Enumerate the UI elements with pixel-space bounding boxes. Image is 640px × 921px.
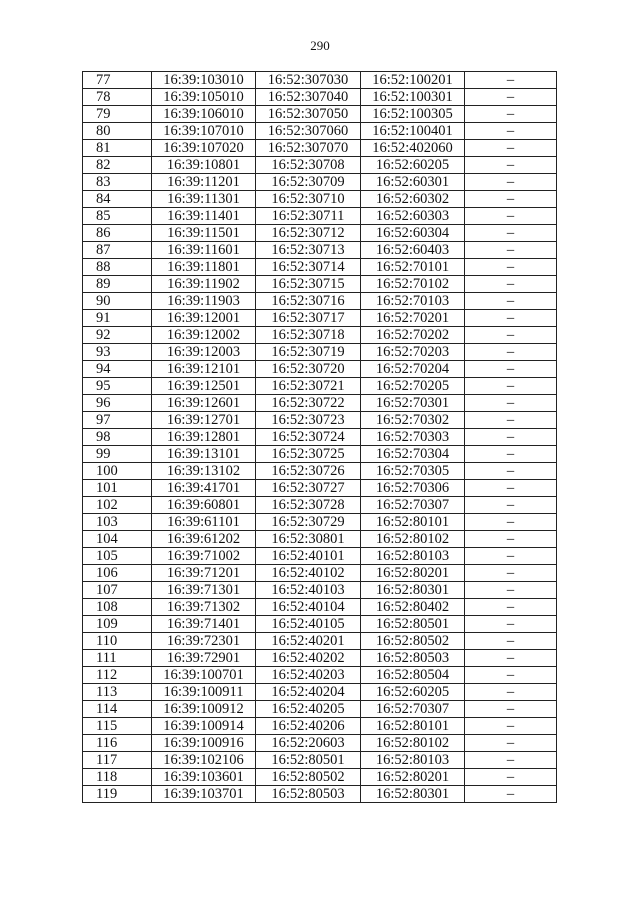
code-52-a-cell: 16:52:40201 [256, 633, 361, 650]
code-52-b-cell: 16:52:80301 [361, 786, 465, 803]
dash-cell: – [465, 123, 557, 140]
table-row [83, 514, 557, 531]
row-number-cell: 92 [83, 327, 152, 344]
row-number-cell: 112 [83, 667, 152, 684]
code-39-cell: 16:39:11501 [152, 225, 256, 242]
code-39-cell: 16:39:12101 [152, 361, 256, 378]
row-number-cell: 113 [83, 684, 152, 701]
code-52-b-cell: 16:52:80103 [361, 548, 465, 565]
row-number-cell: 97 [83, 412, 152, 429]
row-number-cell: 83 [83, 174, 152, 191]
code-39-cell: 16:39:13101 [152, 446, 256, 463]
code-52-b-cell: 16:52:60301 [361, 174, 465, 191]
dash-cell: – [465, 446, 557, 463]
code-39-cell: 16:39:41701 [152, 480, 256, 497]
code-52-a-cell: 16:52:30727 [256, 480, 361, 497]
code-39-cell: 16:39:105010 [152, 89, 256, 106]
dash-cell: – [465, 429, 557, 446]
code-52-b-cell: 16:52:80402 [361, 599, 465, 616]
table-row [83, 395, 557, 412]
code-52-b-cell: 16:52:70301 [361, 395, 465, 412]
dash-cell: – [465, 378, 557, 395]
dash-cell: – [465, 480, 557, 497]
row-number-cell: 109 [83, 616, 152, 633]
dash-cell: – [465, 344, 557, 361]
code-39-cell: 16:39:11401 [152, 208, 256, 225]
code-52-a-cell: 16:52:30711 [256, 208, 361, 225]
table-row [83, 276, 557, 293]
code-52-b-cell: 16:52:80502 [361, 633, 465, 650]
code-52-a-cell: 16:52:30708 [256, 157, 361, 174]
code-52-b-cell: 16:52:100305 [361, 106, 465, 123]
code-52-b-cell: 16:52:70204 [361, 361, 465, 378]
row-number-cell: 90 [83, 293, 152, 310]
table-row [83, 531, 557, 548]
code-39-cell: 16:39:103010 [152, 72, 256, 89]
code-52-b-cell: 16:52:70304 [361, 446, 465, 463]
code-52-b-cell: 16:52:80201 [361, 565, 465, 582]
dash-cell: – [465, 582, 557, 599]
row-number-cell: 81 [83, 140, 152, 157]
row-number-cell: 103 [83, 514, 152, 531]
table-row [83, 582, 557, 599]
code-39-cell: 16:39:11301 [152, 191, 256, 208]
row-number-cell: 85 [83, 208, 152, 225]
code-52-a-cell: 16:52:30716 [256, 293, 361, 310]
code-39-cell: 16:39:107010 [152, 123, 256, 140]
row-number-cell: 77 [83, 72, 152, 89]
table-row [83, 463, 557, 480]
code-39-cell: 16:39:100916 [152, 735, 256, 752]
code-52-b-cell: 16:52:70306 [361, 480, 465, 497]
code-39-cell: 16:39:71301 [152, 582, 256, 599]
dash-cell: – [465, 786, 557, 803]
table-row [83, 225, 557, 242]
dash-cell: – [465, 276, 557, 293]
page-number: 290 [310, 38, 330, 53]
dash-cell: – [465, 497, 557, 514]
dash-cell: – [465, 327, 557, 344]
code-39-cell: 16:39:12001 [152, 310, 256, 327]
table-row [83, 786, 557, 803]
table-row [83, 752, 557, 769]
code-39-cell: 16:39:13102 [152, 463, 256, 480]
code-52-b-cell: 16:52:80102 [361, 735, 465, 752]
code-52-a-cell: 16:52:30719 [256, 344, 361, 361]
code-52-a-cell: 16:52:30717 [256, 310, 361, 327]
code-39-cell: 16:39:61202 [152, 531, 256, 548]
table-row [83, 191, 557, 208]
table-row [83, 259, 557, 276]
table-row [83, 344, 557, 361]
table-row [83, 633, 557, 650]
dash-cell: – [465, 310, 557, 327]
code-52-b-cell: 16:52:70202 [361, 327, 465, 344]
row-number-cell: 104 [83, 531, 152, 548]
code-39-cell: 16:39:100912 [152, 701, 256, 718]
code-52-b-cell: 16:52:60403 [361, 242, 465, 259]
code-52-a-cell: 16:52:40203 [256, 667, 361, 684]
row-number-cell: 108 [83, 599, 152, 616]
code-52-a-cell: 16:52:30728 [256, 497, 361, 514]
row-number-cell: 101 [83, 480, 152, 497]
code-52-b-cell: 16:52:70307 [361, 701, 465, 718]
dash-cell: – [465, 514, 557, 531]
dash-cell: – [465, 531, 557, 548]
code-52-b-cell: 16:52:70103 [361, 293, 465, 310]
code-52-b-cell: 16:52:70302 [361, 412, 465, 429]
code-52-a-cell: 16:52:40205 [256, 701, 361, 718]
dash-cell: – [465, 225, 557, 242]
code-39-cell: 16:39:12801 [152, 429, 256, 446]
table-row [83, 106, 557, 123]
row-number-cell: 116 [83, 735, 152, 752]
code-39-cell: 16:39:100701 [152, 667, 256, 684]
code-52-b-cell: 16:52:70303 [361, 429, 465, 446]
code-52-a-cell: 16:52:30726 [256, 463, 361, 480]
table-row [83, 701, 557, 718]
dash-cell: – [465, 565, 557, 582]
code-39-cell: 16:39:100914 [152, 718, 256, 735]
table-row [83, 446, 557, 463]
code-52-a-cell: 16:52:307040 [256, 89, 361, 106]
dash-cell: – [465, 718, 557, 735]
dash-cell: – [465, 293, 557, 310]
code-52-b-cell: 16:52:80101 [361, 718, 465, 735]
table-row [83, 310, 557, 327]
row-number-cell: 107 [83, 582, 152, 599]
code-52-a-cell: 16:52:30710 [256, 191, 361, 208]
table-row [83, 361, 557, 378]
code-39-cell: 16:39:12002 [152, 327, 256, 344]
code-52-a-cell: 16:52:30714 [256, 259, 361, 276]
code-52-a-cell: 16:52:307060 [256, 123, 361, 140]
code-52-a-cell: 16:52:307050 [256, 106, 361, 123]
code-52-b-cell: 16:52:100301 [361, 89, 465, 106]
code-52-b-cell: 16:52:60304 [361, 225, 465, 242]
row-number-cell: 119 [83, 786, 152, 803]
dash-cell: – [465, 650, 557, 667]
table-row [83, 480, 557, 497]
table-row [83, 497, 557, 514]
table-row [83, 769, 557, 786]
code-39-cell: 16:39:11601 [152, 242, 256, 259]
code-52-a-cell: 16:52:30729 [256, 514, 361, 531]
code-52-a-cell: 16:52:40206 [256, 718, 361, 735]
code-52-b-cell: 16:52:80102 [361, 531, 465, 548]
table-row [83, 157, 557, 174]
code-52-a-cell: 16:52:40103 [256, 582, 361, 599]
table-row [83, 242, 557, 259]
row-number-cell: 93 [83, 344, 152, 361]
code-52-a-cell: 16:52:30801 [256, 531, 361, 548]
code-39-cell: 16:39:72301 [152, 633, 256, 650]
table-row [83, 378, 557, 395]
code-52-a-cell: 16:52:40104 [256, 599, 361, 616]
table-row [83, 650, 557, 667]
dash-cell: – [465, 242, 557, 259]
row-number-cell: 105 [83, 548, 152, 565]
code-52-b-cell: 16:52:80101 [361, 514, 465, 531]
table-row [83, 565, 557, 582]
table-row [83, 208, 557, 225]
dash-cell: – [465, 463, 557, 480]
code-52-a-cell: 16:52:30720 [256, 361, 361, 378]
code-52-b-cell: 16:52:70201 [361, 310, 465, 327]
code-39-cell: 16:39:71002 [152, 548, 256, 565]
code-52-a-cell: 16:52:30722 [256, 395, 361, 412]
table-row [83, 718, 557, 735]
code-52-a-cell: 16:52:40105 [256, 616, 361, 633]
data-table [82, 71, 557, 803]
row-number-cell: 117 [83, 752, 152, 769]
code-39-cell: 16:39:11902 [152, 276, 256, 293]
code-52-a-cell: 16:52:40102 [256, 565, 361, 582]
row-number-cell: 94 [83, 361, 152, 378]
code-52-b-cell: 16:52:402060 [361, 140, 465, 157]
code-52-b-cell: 16:52:80201 [361, 769, 465, 786]
code-52-a-cell: 16:52:30723 [256, 412, 361, 429]
code-52-b-cell: 16:52:80501 [361, 616, 465, 633]
code-39-cell: 16:39:61101 [152, 514, 256, 531]
code-52-b-cell: 16:52:80301 [361, 582, 465, 599]
code-39-cell: 16:39:12003 [152, 344, 256, 361]
row-number-cell: 95 [83, 378, 152, 395]
row-number-cell: 78 [83, 89, 152, 106]
dash-cell: – [465, 735, 557, 752]
code-52-a-cell: 16:52:307030 [256, 72, 361, 89]
row-number-cell: 88 [83, 259, 152, 276]
code-39-cell: 16:39:11201 [152, 174, 256, 191]
table-row [83, 123, 557, 140]
table-row [83, 412, 557, 429]
code-52-b-cell: 16:52:60303 [361, 208, 465, 225]
dash-cell: – [465, 684, 557, 701]
code-52-a-cell: 16:52:80501 [256, 752, 361, 769]
table-body [83, 72, 557, 803]
table-row [83, 293, 557, 310]
row-number-cell: 100 [83, 463, 152, 480]
table-row [83, 174, 557, 191]
code-52-b-cell: 16:52:70102 [361, 276, 465, 293]
code-52-a-cell: 16:52:30724 [256, 429, 361, 446]
dash-cell: – [465, 412, 557, 429]
code-52-a-cell: 16:52:30725 [256, 446, 361, 463]
row-number-cell: 115 [83, 718, 152, 735]
code-39-cell: 16:39:71201 [152, 565, 256, 582]
row-number-cell: 110 [83, 633, 152, 650]
code-52-b-cell: 16:52:70203 [361, 344, 465, 361]
dash-cell: – [465, 752, 557, 769]
code-39-cell: 16:39:11903 [152, 293, 256, 310]
code-52-b-cell: 16:52:80503 [361, 650, 465, 667]
code-52-b-cell: 16:52:80504 [361, 667, 465, 684]
table-row [83, 89, 557, 106]
dash-cell: – [465, 633, 557, 650]
table-row [83, 548, 557, 565]
row-number-cell: 89 [83, 276, 152, 293]
code-52-b-cell: 16:52:70307 [361, 497, 465, 514]
row-number-cell: 102 [83, 497, 152, 514]
table-row [83, 429, 557, 446]
code-52-b-cell: 16:52:60205 [361, 684, 465, 701]
row-number-cell: 79 [83, 106, 152, 123]
table-row [83, 599, 557, 616]
code-39-cell: 16:39:102106 [152, 752, 256, 769]
dash-cell: – [465, 72, 557, 89]
row-number-cell: 80 [83, 123, 152, 140]
dash-cell: – [465, 208, 557, 225]
dash-cell: – [465, 140, 557, 157]
dash-cell: – [465, 191, 557, 208]
code-52-a-cell: 16:52:40202 [256, 650, 361, 667]
row-number-cell: 118 [83, 769, 152, 786]
code-52-a-cell: 16:52:40101 [256, 548, 361, 565]
dash-cell: – [465, 701, 557, 718]
dash-cell: – [465, 769, 557, 786]
dash-cell: – [465, 89, 557, 106]
table-row [83, 684, 557, 701]
code-52-a-cell: 16:52:30713 [256, 242, 361, 259]
row-number-cell: 96 [83, 395, 152, 412]
code-52-a-cell: 16:52:30718 [256, 327, 361, 344]
dash-cell: – [465, 395, 557, 412]
code-39-cell: 16:39:100911 [152, 684, 256, 701]
row-number-cell: 84 [83, 191, 152, 208]
code-52-b-cell: 16:52:100401 [361, 123, 465, 140]
code-52-a-cell: 16:52:20603 [256, 735, 361, 752]
code-52-b-cell: 16:52:60302 [361, 191, 465, 208]
dash-cell: – [465, 667, 557, 684]
code-52-b-cell: 16:52:60205 [361, 157, 465, 174]
dash-cell: – [465, 548, 557, 565]
dash-cell: – [465, 361, 557, 378]
code-39-cell: 16:39:103701 [152, 786, 256, 803]
code-39-cell: 16:39:10801 [152, 157, 256, 174]
code-39-cell: 16:39:103601 [152, 769, 256, 786]
code-52-b-cell: 16:52:100201 [361, 72, 465, 89]
table-row [83, 327, 557, 344]
dash-cell: – [465, 259, 557, 276]
code-52-a-cell: 16:52:30715 [256, 276, 361, 293]
dash-cell: – [465, 106, 557, 123]
dash-cell: – [465, 157, 557, 174]
code-39-cell: 16:39:107020 [152, 140, 256, 157]
code-39-cell: 16:39:12501 [152, 378, 256, 395]
row-number-cell: 111 [83, 650, 152, 667]
code-52-a-cell: 16:52:80502 [256, 769, 361, 786]
table-row [83, 616, 557, 633]
code-52-a-cell: 16:52:80503 [256, 786, 361, 803]
code-39-cell: 16:39:71401 [152, 616, 256, 633]
code-52-a-cell: 16:52:40204 [256, 684, 361, 701]
table-row [83, 140, 557, 157]
code-39-cell: 16:39:11801 [152, 259, 256, 276]
code-39-cell: 16:39:106010 [152, 106, 256, 123]
code-52-a-cell: 16:52:30721 [256, 378, 361, 395]
code-52-b-cell: 16:52:70205 [361, 378, 465, 395]
row-number-cell: 98 [83, 429, 152, 446]
code-39-cell: 16:39:60801 [152, 497, 256, 514]
row-number-cell: 87 [83, 242, 152, 259]
table-row [83, 735, 557, 752]
table-row [83, 72, 557, 89]
code-39-cell: 16:39:12701 [152, 412, 256, 429]
code-52-b-cell: 16:52:70305 [361, 463, 465, 480]
row-number-cell: 82 [83, 157, 152, 174]
dash-cell: – [465, 616, 557, 633]
row-number-cell: 114 [83, 701, 152, 718]
dash-cell: – [465, 599, 557, 616]
row-number-cell: 99 [83, 446, 152, 463]
row-number-cell: 106 [83, 565, 152, 582]
code-52-a-cell: 16:52:30712 [256, 225, 361, 242]
row-number-cell: 91 [83, 310, 152, 327]
code-39-cell: 16:39:72901 [152, 650, 256, 667]
code-52-a-cell: 16:52:307070 [256, 140, 361, 157]
code-39-cell: 16:39:12601 [152, 395, 256, 412]
code-52-b-cell: 16:52:80103 [361, 752, 465, 769]
code-52-a-cell: 16:52:30709 [256, 174, 361, 191]
code-39-cell: 16:39:71302 [152, 599, 256, 616]
code-52-b-cell: 16:52:70101 [361, 259, 465, 276]
dash-cell: – [465, 174, 557, 191]
table-row [83, 667, 557, 684]
row-number-cell: 86 [83, 225, 152, 242]
